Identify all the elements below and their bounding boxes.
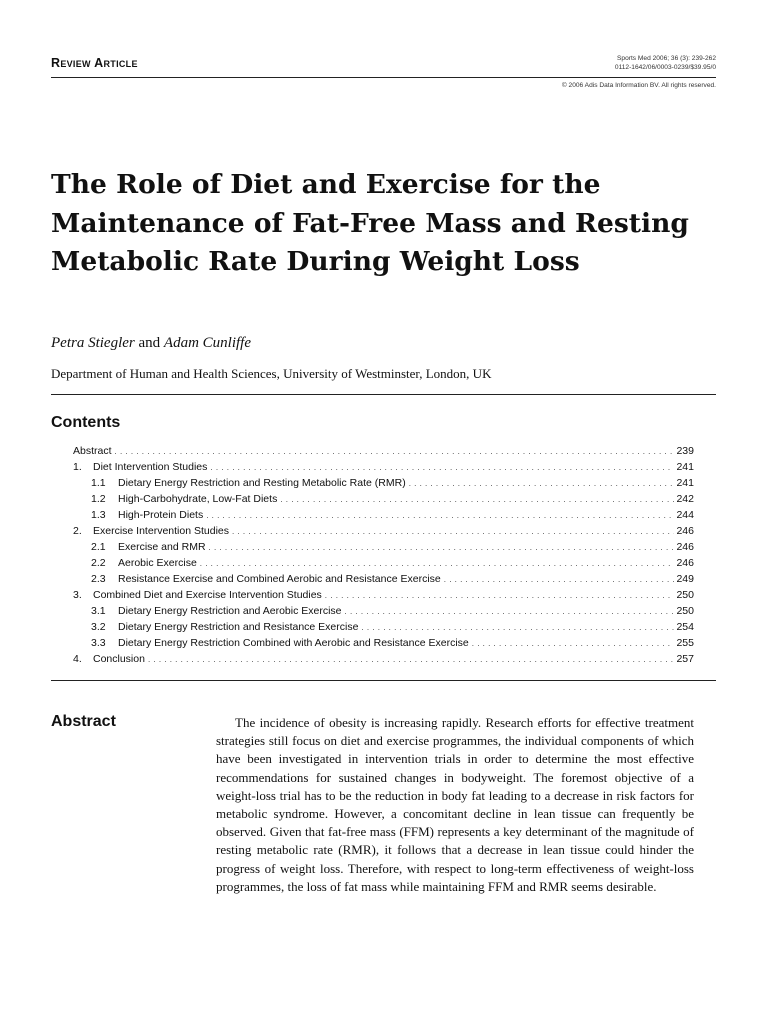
toc-leader-dots [358,619,674,635]
toc-entry-number: 1.3 [91,509,106,521]
abstract-text: The incidence of obesity is increasing rapidly. Research efforts for effective treatment strategies still focus on diet and exercise programmes, the individual components of which have been investigated in intervention trials in order to determine the most effective recommendations for sustained changes in bodyweight. The foremost objective of a weight-loss trial has to be the reduction in body fat leading to a decrease in risk factors for metabolic syndrome. However, a concomitant decline in lean tissue can frequently be observed. Given that fat-free mass (FFM) represents a key determinant of the magnitude of resting metabolic rate (RMR), it follows that a decrease in lean tissue could hinder the progress of weight loss. Therefore, with respect to long-term effectiveness of weight-loss programmes, the loss of fat mass while maintaining FFM and RMR seems desirable. [216,715,694,894]
toc-entry-number: 2.1 [91,541,106,553]
journal-code: 0112-1642/06/0003-0239/$39.95/0 [614,64,716,71]
journal-info [615,54,716,72]
toc-leader-dots [406,475,674,491]
author-line [51,335,251,352]
affiliation: Department of Human and Health Sciences, University of Westminster, London, UK [51,366,492,381]
toc-leader-dots [197,555,674,571]
toc-entry-label: Diet Intervention Studies [93,461,208,473]
divider [51,394,716,395]
toc-entry-label: Dietary Energy Restriction and Resting Metabolic Rate (RMR) [118,477,406,489]
toc-entry-number: 4. [73,653,82,665]
toc-entry-page: 255 [676,637,694,649]
toc-entry-label: Conclusion [93,653,145,665]
abstract-heading: Abstract [51,713,116,730]
toc-entry-label: Aerobic Exercise [118,557,197,569]
toc-entry-number: 1.2 [91,493,106,505]
toc-entry-number: 3.2 [91,621,106,633]
contents-heading: Contents [51,414,121,431]
toc-entry-label: Combined Diet and Exercise Intervention Studies [93,589,322,601]
toc-entry-number: 3. [73,589,82,601]
toc-entry-label: High-Carbohydrate, Low-Fat Diets [118,493,278,505]
toc-entry-number: 2.2 [91,557,106,569]
toc-entry[interactable] [73,475,694,491]
toc-entry-label: Dietary Energy Restriction and Resistance Exercise [118,621,359,633]
toc-entry-label: High-Protein Diets [118,509,204,521]
toc-entry[interactable] [73,539,694,555]
toc-leader-dots [207,459,674,475]
toc-entry-page: 246 [676,525,694,537]
toc-entry-page: 246 [676,541,694,553]
toc-entry-label: Resistance Exercise and Combined Aerobic and Resistance Exercise [118,573,441,585]
toc-entry-page: 244 [676,509,694,521]
toc-leader-dots [322,587,674,603]
toc-entry-label: Exercise and RMR [118,541,206,553]
toc-entry[interactable] [73,587,694,603]
toc-entry[interactable] [73,491,694,507]
article-title: The Role of Diet and Exercise for the Maintenance of Fat-Free Mass and Resting Metabolic Rate During Weight Loss [51,169,689,277]
toc-entry-number: 2. [73,525,82,537]
toc-leader-dots [145,651,674,667]
toc-entry[interactable] [73,571,694,587]
toc-entry[interactable] [73,459,694,475]
toc-entry-label: Dietary Energy Restriction Combined with Aerobic and Resistance Exercise [118,637,469,649]
toc-entry[interactable] [73,619,694,635]
toc-entry-number: 1. [73,461,82,473]
section-label: Review Article [51,56,138,70]
author-conjunction: and [138,335,161,351]
toc-leader-dots [342,603,674,619]
toc-entry-page: 257 [676,653,694,665]
toc-leader-dots [206,539,674,555]
toc-entry-page: 239 [676,445,694,457]
toc-entry[interactable] [73,507,694,523]
author-name: Adam Cunliffe [163,335,251,351]
divider [51,680,716,681]
toc-entry-number: 3.3 [91,637,106,649]
toc-entry-page: 246 [676,557,694,569]
toc-entry[interactable] [73,443,694,459]
toc-entry-page: 249 [676,573,694,585]
copyright-notice: © 2006 Adis Data Information BV. All rights reserved. [561,82,716,89]
toc-leader-dots [229,523,674,539]
toc-leader-dots [441,571,674,587]
toc-leader-dots [277,491,674,507]
header-rule [51,77,716,78]
toc-entry-page: 241 [676,461,694,473]
toc-entry-label: Abstract [73,445,112,457]
toc-leader-dots [469,635,674,651]
toc-entry-page: 250 [676,589,694,601]
toc-entry-page: 241 [676,477,694,489]
toc-leader-dots [203,507,674,523]
toc-entry[interactable] [73,555,694,571]
toc-entry-number: 1.1 [91,477,106,489]
journal-citation: Sports Med 2006; 36 (3): 239-262 [617,55,716,62]
table-of-contents [73,443,694,667]
toc-entry-page: 254 [676,621,694,633]
toc-entry-page: 250 [676,605,694,617]
toc-entry[interactable] [73,523,694,539]
toc-entry-page: 242 [676,493,694,505]
toc-entry-label: Exercise Intervention Studies [93,525,229,537]
toc-entry[interactable] [73,603,694,619]
toc-entry[interactable] [73,651,694,667]
toc-entry-number: 3.1 [91,605,106,617]
toc-entry[interactable] [73,635,694,651]
author-name: Petra Stiegler [51,335,135,351]
toc-entry-number: 2.3 [91,573,106,585]
toc-entry-label: Dietary Energy Restriction and Aerobic Exercise [118,605,342,617]
toc-leader-dots [112,443,674,459]
